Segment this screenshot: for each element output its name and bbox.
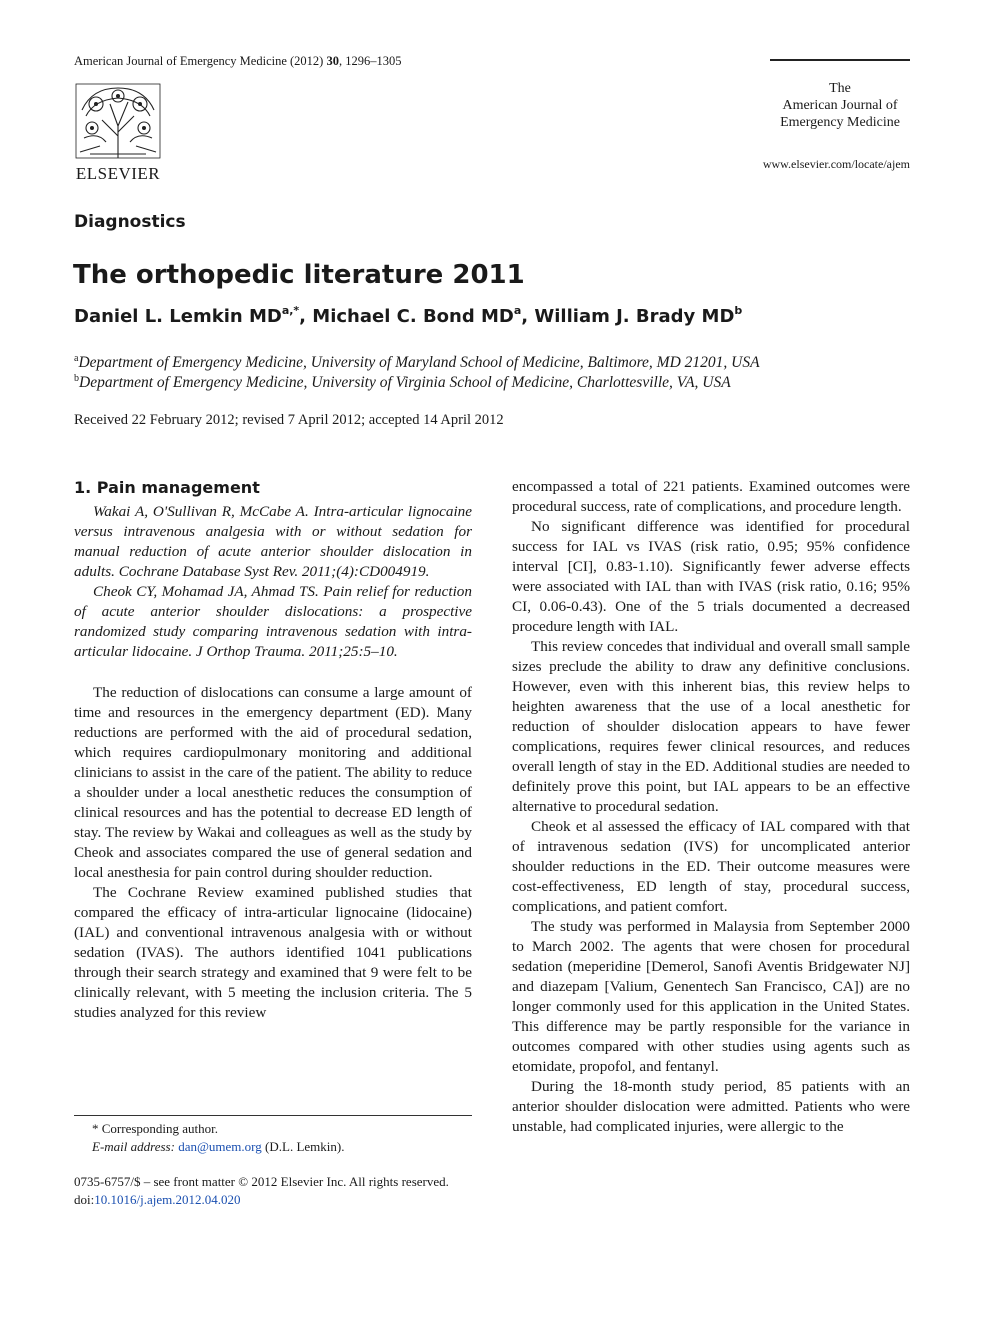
body-paragraph: Cheok et al assessed the efficacy of IAL compared with that of intravenous sedation (IVS) for uncomplicated anterior shoulder reductions in the ED. Their outcome measures were cost-effectiveness, ED length of stay, procedural success, complications, and patient comfort. — [512, 818, 910, 915]
elsevier-tree-icon — [72, 80, 164, 162]
journal-citation: American Journal of Emergency Medicine (2012) 30, 1296–1305 — [74, 54, 402, 68]
received-dates: Received 22 February 2012; revised 7 April 2012; accepted 14 April 2012 — [74, 412, 504, 428]
elsevier-logo — [72, 80, 164, 183]
author-list: Daniel L. Lemkin $MD^{a,*}$, Michael C. Bond $MD^a$, William J. Brady $MD^b$ — [74, 304, 743, 327]
section-heading: 1. Pain management — [74, 478, 260, 497]
reference-1: Wakai A, O'Sullivan R, McCabe A. Intra-articular lignocaine versus intravenous analgesia with or without sedation for manual reduction of acute anterior shoulder dislocation in adults. Cochrane Database Syst Rev. 2011;(4):CD004919. — [74, 503, 472, 580]
body-paragraph: During the 18-month study period, 85 patients with an anterior shoulder dislocation were admitted. Patients who were unstable, had complicated injuries, were allergic to the — [512, 1078, 910, 1135]
journal-rule — [770, 59, 910, 61]
reference-2: Cheok CY, Mohamad JA, Ahmad TS. Pain relief for reduction of acute anterior shoulder dislocations: a prospective randomized study comparing intravenous sedation with intra-articular lidocaine. J Orthop Trauma. 2011;25:5–10. — [74, 583, 472, 660]
article-title: The orthopedic literature 2011 — [73, 260, 525, 290]
body-paragraph: The study was performed in Malaysia from September 2000 to March 2002. The agents that were chosen for procedural sedation (meperidine [Demerol, Sanofi Aventis Bridgewater NJ] and diazepam [Valium, Genentech San Francisco, CA]) are no longer commonly used for this application in the United States. This difference may be partly responsible for the variance in outcomes compared with other studies using agents such as etomidate, propofol, and fentanyl. — [512, 918, 910, 1075]
doi-link[interactable]: 10.1016/j.ajem.2012.04.020 — [94, 1192, 241, 1207]
publisher-name: ELSEVIER — [75, 164, 161, 183]
journal-url[interactable]: www.elsevier.com/locate/ajem — [762, 157, 910, 171]
email-note: E-mail address: dan@umem.org (D.L. Lemkin). — [92, 1139, 345, 1154]
body-paragraph: This review concedes that individual and overall small sample sizes preclude the ability to draw any definitive conclusions. However, even with this inherent bias, this review helps to heighten awareness that the use of a local anesthetic for reduction of shoulder dislocation appears to have fewer complications, requires fewer clinical resources, and reduces overall length of stay in the ED. Additional studies are needed to definitely prove this point, but IAL appears to be an effective alternative to procedural sedation. — [512, 638, 910, 815]
body-paragraph: The Cochrane Review examined published studies that compared the efficacy of intra-articular lignocaine (lidocaine) (IAL) and conventional intravenous analgesia with or without sedation (IVAS). The authors identified 1041 publications through their search strategy and examined that 9 were felt to be clinically relevant, with 5 meeting the inclusion criteria. The 5 studies analyzed for this review — [74, 884, 472, 1021]
body-paragraph: encompassed a total of 221 patients. Examined outcomes were procedural success, rate of complications, and procedure length. — [512, 478, 910, 515]
journal-name: The American Journal of Emergency Medicine — [780, 81, 900, 130]
body-paragraph: No significant difference was identified for procedural success for IAL vs IVAS (risk ratio, 0.95; 95% confidence interval [CI], 0.83-1.10). Significantly fewer adverse effects were associated with IAL than with IVAS (risk ratio, 0.16; 95% CI, 0.06-0.43). One of the 5 trials documented a decreased procedure length with IAL. — [512, 518, 910, 635]
doi-line: doi:10.1016/j.ajem.2012.04.020 — [74, 1192, 241, 1207]
affiliation-b: $^b$Department of Emergency Medicine, University of Virginia School of Medicine, Charlottesville, VA, USA — [74, 373, 731, 391]
footnote-rule — [74, 1115, 472, 1116]
right-column — [512, 477, 910, 1137]
affiliation-a: $^a$Department of Emergency Medicine, University of Maryland School of Medicine, Baltimore, MD 21201, USA — [74, 353, 760, 371]
issn-line: 0735-6757/$ – see front matter © 2012 Elsevier Inc. All rights reserved. — [74, 1174, 449, 1189]
corresponding-author-note: * Corresponding author. — [92, 1121, 219, 1136]
left-column — [74, 478, 472, 1023]
body-paragraph: The reduction of dislocations can consume a large amount of time and resources in the emergency department (ED). Many reductions are performed with the aid of procedural sedation, which requires cardiopulmonary monitoring and additional clinicians to assist in the care of the patient. The ability to reduce a shoulder under a local anesthetic reduces the consumption of clinical resources and has the potential to decrease ED length of stay. The review by Wakai and colleagues as well as the study by Cheok and associates compared the use of general sedation and local anesthesia for pain control during shoulder reduction. — [74, 684, 472, 881]
email-link[interactable]: dan@umem.org — [178, 1139, 262, 1154]
section-label: Diagnostics — [74, 212, 186, 232]
